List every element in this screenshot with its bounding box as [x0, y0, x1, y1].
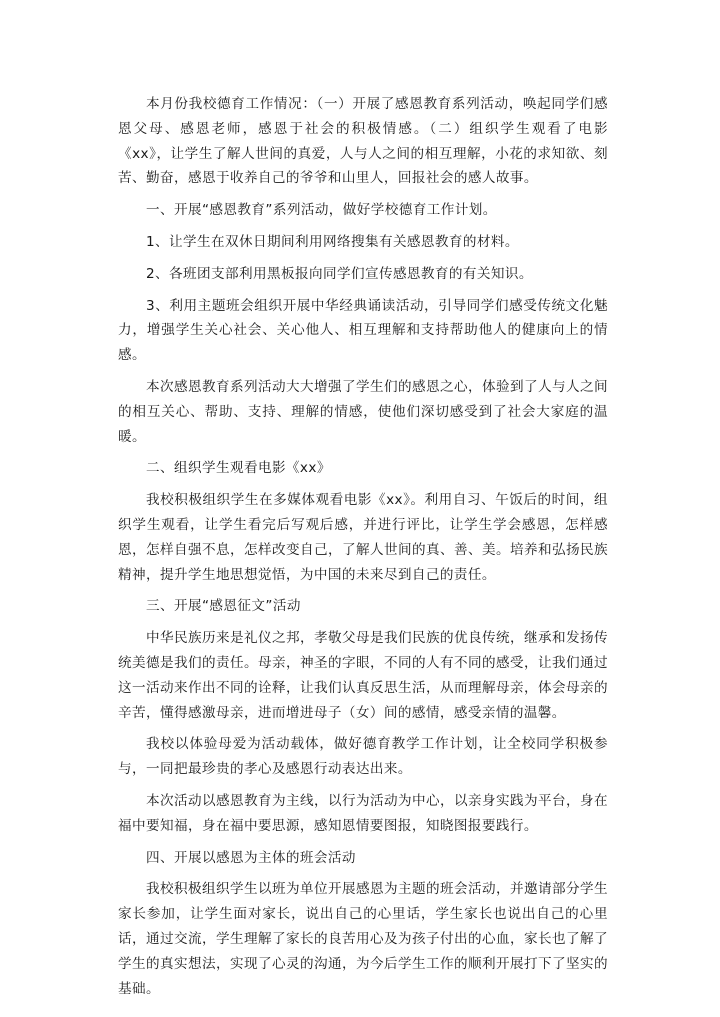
section-heading-3: 三、开展“感恩征文”活动: [146, 598, 301, 615]
intro-paragraph: 本月份我校德育工作情况：（一）开展了感恩教育系列活动，唤起同学们感恩父母、感恩老师，感恩于社会的积极情感。（二）组织学生观看了电影《xx》，让学生了解人世间的真爱，人与人之间的相互理解，小花的求知欲、刻苦、勤奋，感恩于收养自己的爷爷和山里人，回报社会的感人故事。: [118, 96, 608, 187]
section-2-paragraph: 我校积极组织学生在多媒体观看电影《xx》。利用自习、午饭后的时间，组织学生观看，让学生看完后写观后感，并进行评比，让学生学会感恩，怎样感恩，怎样自强不息，怎样改变自己，了解人世间的真、善、美。培养和弘扬民族精神，提升学生地思想觉悟，为中国的未来尽到自己的责任。: [118, 492, 608, 583]
section-1-summary: 本次感恩教育系列活动大大增强了学生们的感恩之心，体验到了人与人之间的相互关心、帮助、支持、理解的情感，使他们深切感受到了社会大家庭的温暖。: [118, 378, 608, 445]
section-4-paragraph: 我校积极组织学生以班为单位开展感恩为主题的班会活动，并邀请部分学生家长参加，让学生面对家长，说出自己的心里话，学生家长也说出自己的心里话，通过交流，学生理解了家长的良苦用心及为孩子付出的心血，家长也了解了学生的真实想法，实现了心灵的沟通，为今后学生工作的顺利开展打下了坚实的基础。: [118, 881, 608, 997]
list-item-3: 3、利用主题班会组织开展中华经典诵读活动，引导同学们感受传统文化魅力，增强学生关心社会、关心他人、相互理解和支持帮助他人的健康向上的情感。: [118, 297, 608, 364]
list-item-1: 1、让学生在双休日期间利用网络搜集有关感恩教育的材料。: [146, 233, 519, 250]
section-3-paragraph-1: 中华民族历来是礼仪之邦，孝敬父母是我们民族的优良传统，继承和发扬传统美德是我们的责任。母亲，神圣的字眼，不同的人有不同的感受，让我们通过这一活动来作出不同的诠释，让我们认真反思生活，从而理解母亲，体会母亲的辛苦，懂得感激母亲，进而增进母子（女）间的感情，感受亲情的温馨。: [118, 630, 608, 721]
section-3-paragraph-3: 本次活动以感恩教育为主线，以行为活动为中心，以亲身实践为平台，身在福中要知福，身在福中要思源，感知恩情要图报，知晓图报要践行。: [118, 792, 608, 834]
section-heading-2: 二、组织学生观看电影《xx》: [146, 460, 331, 477]
section-heading-4: 四、开展以感恩为主体的班会活动: [146, 849, 356, 866]
document-body: [118, 92, 608, 1008]
list-item-2: 2、各班团支部利用黑板报向同学们宣传感恩教育的有关知识。: [146, 265, 533, 282]
section-heading-1: 一、开展“感恩教育”系列活动，做好学校德育工作计划。: [146, 202, 497, 219]
section-3-paragraph-2: 我校以体验母爱为活动载体，做好德育教学工作计划，让全校同学积极参与，一同把最珍贵的孝心及感恩行动表达出来。: [118, 736, 608, 778]
